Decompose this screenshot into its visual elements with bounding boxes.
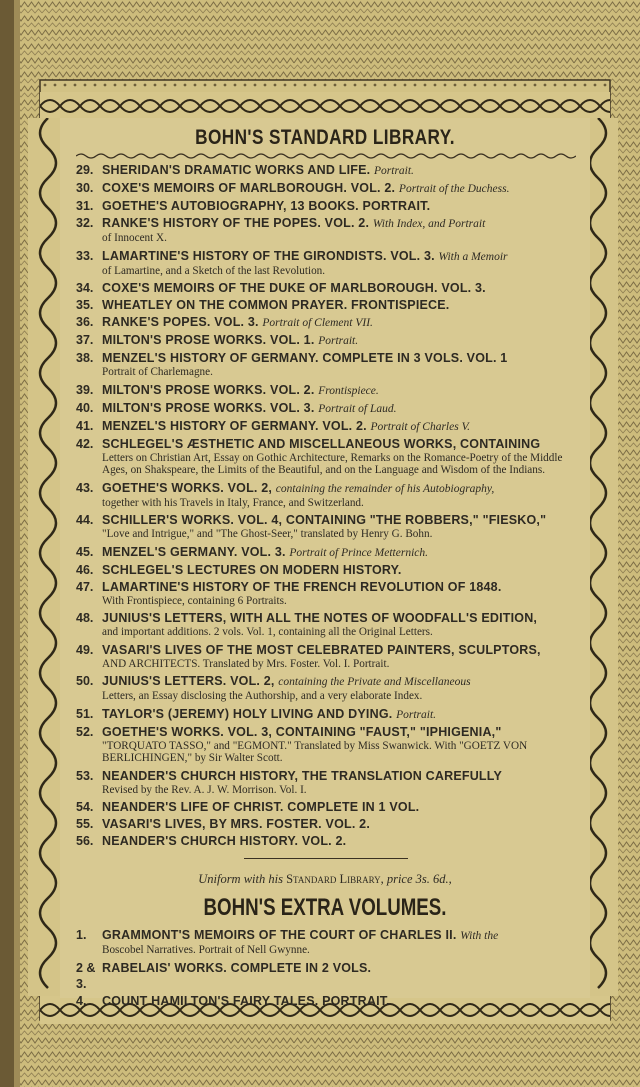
item-heading: [102, 927, 586, 944]
item-number: 40.: [76, 400, 94, 415]
item-note: Portrait of the Duchess.: [398, 183, 510, 195]
list-item: [76, 673, 586, 705]
item-heading: [102, 768, 586, 784]
item-heading: [102, 673, 586, 690]
list-item: [76, 198, 586, 214]
item-number: 51.: [76, 706, 94, 721]
item-number: 32.: [76, 216, 94, 230]
item-heading: [102, 314, 586, 331]
item-number: 50.: [76, 674, 94, 688]
list-item: [76, 400, 586, 417]
page-title: BOHN'S STANDARD LIBRARY.: [195, 126, 455, 149]
item-number: 2 & 3.: [76, 960, 96, 991]
item-description: Revised by the Rev. A. J. W. Morrison. Vol. I.: [102, 783, 307, 796]
item-title: MENZEL'S GERMANY. VOL. 3.: [102, 544, 286, 559]
item-title: RANKE'S HISTORY OF THE POPES. VOL. 2.: [102, 216, 370, 230]
item-number: 56.: [76, 834, 94, 848]
uniform-prefix: Uniform with his: [198, 872, 283, 886]
item-heading: [102, 480, 586, 497]
list-item: [76, 382, 586, 399]
item-title: COUNT HAMILTON'S FAIRY TALES. PORTRAIT.: [102, 993, 390, 1008]
item-description: With Frontispiece, containing 6 Portraits.: [102, 594, 287, 607]
item-number: 52.: [76, 724, 94, 739]
list-item: [76, 642, 586, 673]
item-heading: [102, 960, 586, 976]
item-number: 36.: [76, 315, 94, 329]
item-number: 37.: [76, 333, 94, 347]
list-item: [76, 562, 586, 578]
item-description: of Innocent X.: [102, 232, 167, 244]
wavy-divider: [76, 152, 576, 160]
item-heading: [102, 724, 586, 740]
item-number: 34.: [76, 281, 94, 295]
item-number: 46.: [76, 562, 94, 577]
item-number: 38.: [76, 351, 94, 365]
item-title: GOETHE'S AUTOBIOGRAPHY, 13 BOOKS. PORTRAIT.: [102, 199, 431, 213]
item-number: 35.: [76, 298, 94, 312]
list-item: [76, 248, 586, 280]
item-note: With the: [460, 930, 499, 942]
item-heading: [102, 993, 586, 1009]
item-heading: [102, 512, 586, 528]
item-heading: [102, 610, 586, 626]
item-title: MENZEL'S HISTORY OF GERMANY. VOL. 2.: [102, 418, 367, 433]
list-item: [76, 768, 586, 799]
uniform-price: price 3s. 6d.,: [386, 872, 452, 886]
item-title: MENZEL'S HISTORY OF GERMANY. COMPLETE IN 3 VOLS. VOL. 1: [102, 351, 508, 365]
list-item: [76, 960, 586, 992]
item-note: Portrait of Prince Metternich.: [289, 546, 428, 559]
top-ornament-band: [40, 92, 610, 120]
item-heading: [102, 642, 586, 658]
item-title: RABELAIS' WORKS. COMPLETE IN 2 VOLS.: [102, 960, 372, 975]
item-description: "Love and Intrigue," and "The Ghost-Seer," translated by Henry G. Bohn.: [102, 528, 433, 540]
item-number: 45.: [76, 544, 94, 559]
item-heading: [102, 579, 586, 595]
item-title: NEANDER'S CHURCH HISTORY, THE TRANSLATION CAREFULLY: [102, 768, 502, 783]
item-number: 31.: [76, 199, 94, 213]
list-item: [76, 280, 586, 296]
item-title: NEANDER'S CHURCH HISTORY. VOL. 2.: [102, 834, 347, 848]
item-title: JUNIUS'S LETTERS, WITH ALL THE NOTES OF WOODFALL'S EDITION,: [102, 611, 538, 625]
item-heading: [102, 162, 586, 179]
item-title: RANKE'S POPES. VOL. 3.: [102, 315, 259, 329]
list-item: [76, 579, 586, 610]
item-heading: [102, 180, 586, 197]
item-number: 54.: [76, 800, 94, 814]
item-title: JUNIUS'S LETTERS. VOL. 2,: [102, 674, 275, 688]
item-title: GRAMMONT'S MEMOIRS OF THE COURT OF CHARLES II.: [102, 928, 457, 942]
item-title: GOETHE'S WORKS. VOL. 3, CONTAINING "FAUST," "IPHIGENIA,": [102, 724, 502, 739]
item-title: COXE'S MEMOIRS OF THE DUKE OF MARLBOROUGH. VOL. 3.: [102, 281, 486, 295]
list-item: [76, 724, 586, 767]
list-item: [76, 480, 586, 512]
item-heading: [102, 400, 586, 417]
item-note: Portrait of Laud.: [318, 402, 397, 415]
item-title: LAMARTINE'S HISTORY OF THE FRENCH REVOLUTION OF 1848.: [102, 579, 502, 594]
item-number: 33.: [76, 248, 94, 263]
list-item: [76, 610, 586, 641]
item-heading: [102, 332, 586, 349]
item-number: 41.: [76, 418, 94, 433]
list-item: [76, 314, 586, 331]
extra-volumes-list: [76, 927, 586, 1010]
item-heading: [102, 833, 586, 849]
item-heading: [102, 799, 586, 815]
item-number: 48.: [76, 611, 94, 625]
item-note: containing the Private and Miscellaneous: [278, 676, 471, 688]
item-note: Portrait of Charles V.: [370, 420, 470, 433]
item-title: SCHLEGEL'S LECTURES ON MODERN HISTORY.: [102, 562, 402, 577]
list-item: [76, 162, 586, 179]
list-item: [76, 544, 586, 561]
item-title: LAMARTINE'S HISTORY OF THE GIRONDISTS. VOL. 3.: [102, 248, 435, 263]
item-number: 42.: [76, 436, 94, 451]
item-note: Portrait.: [396, 708, 437, 721]
list-item: [76, 512, 586, 543]
item-heading: [102, 248, 586, 265]
item-heading: [102, 280, 586, 296]
item-heading: [102, 544, 586, 561]
item-title: MILTON'S PROSE WORKS. VOL. 3.: [102, 400, 315, 415]
item-note: Portrait of Clement VII.: [262, 317, 373, 329]
list-item: [76, 833, 586, 849]
item-title: TAYLOR'S (JEREMY) HOLY LIVING AND DYING.: [102, 706, 393, 721]
item-note: With a Memoir: [438, 250, 508, 263]
item-title: WHEATLEY ON THE COMMON PRAYER. FRONTISPIECE.: [102, 298, 450, 312]
list-item: [76, 436, 586, 479]
item-note: containing the remainder of his Autobiography,: [275, 482, 495, 495]
list-item: [76, 418, 586, 435]
uniform-library: Standard Library,: [286, 872, 384, 886]
item-number: 55.: [76, 817, 94, 831]
item-number: 1.: [76, 928, 87, 942]
item-title: MILTON'S PROSE WORKS. VOL. 1.: [102, 333, 315, 347]
standard-library-list: [76, 162, 586, 850]
list-item: [76, 706, 586, 723]
list-item: [76, 332, 586, 349]
item-description: AND ARCHITECTS. Translated by Mrs. Foster. Vol. I. Portrait.: [102, 657, 390, 670]
item-description: and important additions. 2 vols. Vol. 1, containing all the Original Letters.: [102, 626, 433, 638]
item-title: GOETHE'S WORKS. VOL. 2,: [102, 480, 273, 495]
item-title: NEANDER'S LIFE OF CHRIST. COMPLETE IN 1 VOL.: [102, 800, 420, 814]
item-number: 30.: [76, 181, 94, 195]
item-note: Portrait.: [374, 165, 414, 177]
item-title: SCHILLER'S WORKS. VOL. 4, CONTAINING "THE ROBBERS," "FIESKO,": [102, 513, 547, 527]
item-description: Portrait of Charlemagne.: [102, 366, 213, 378]
item-title: SCHLEGEL'S ÆSTHETIC AND MISCELLANEOUS WORKS, CONTAINING: [102, 436, 541, 451]
item-number: 39.: [76, 382, 94, 397]
item-title: MILTON'S PROSE WORKS. VOL. 2.: [102, 382, 315, 397]
list-item: [76, 350, 586, 381]
list-item: [76, 799, 586, 815]
item-description: Letters, an Essay disclosing the Authorship, and a very elaborate Index.: [102, 690, 423, 702]
item-note: Frontispiece.: [318, 384, 379, 397]
list-item: [76, 927, 586, 959]
list-item: [76, 297, 586, 313]
item-description: Boscobel Narratives. Portrait of Nell Gwynne.: [102, 944, 310, 956]
item-heading: [102, 382, 586, 399]
item-heading: [102, 816, 586, 832]
item-title: SHERIDAN'S DRAMATIC WORKS AND LIFE.: [102, 163, 371, 177]
item-heading: [102, 562, 586, 578]
item-number: 44.: [76, 513, 94, 527]
item-title: COXE'S MEMOIRS OF MARLBOROUGH. VOL. 2.: [102, 181, 396, 195]
section-divider: [244, 858, 408, 859]
item-description: Letters on Christian Art, Essay on Gothic Architecture, Remarks on the Romance-Poetry of the Middle Ages, on Shakspeare, the Limits of the Beautiful, and on the Language and Wisdom of the Indians.: [102, 451, 563, 476]
list-item: [76, 180, 586, 197]
item-number: 47.: [76, 579, 94, 594]
item-note: With Index, and Portrait: [372, 218, 486, 230]
item-number: 43.: [76, 480, 94, 495]
extra-volumes-title: BOHN'S EXTRA VOLUMES.: [203, 894, 447, 921]
list-item: [76, 816, 586, 832]
item-title: VASARI'S LIVES, BY MRS. FOSTER. VOL. 2.: [102, 817, 370, 831]
uniform-line: [60, 872, 590, 887]
item-number: 29.: [76, 163, 94, 177]
item-heading: [102, 436, 586, 452]
item-description: of Lamartine, and a Sketch of the last Revolution.: [102, 264, 326, 277]
item-heading: [102, 418, 586, 435]
item-note: Portrait.: [318, 335, 359, 347]
item-heading: [102, 706, 586, 723]
item-number: 53.: [76, 768, 94, 783]
item-title: VASARI'S LIVES OF THE MOST CELEBRATED PAINTERS, SCULPTORS,: [102, 642, 541, 657]
item-heading: [102, 297, 586, 313]
list-item: [76, 215, 586, 247]
item-number: 49.: [76, 642, 94, 657]
item-number: 4.: [76, 993, 87, 1008]
item-heading: [102, 350, 586, 366]
list-item: [76, 993, 586, 1009]
item-heading: [102, 215, 586, 232]
item-heading: [102, 198, 586, 214]
item-description: together with his Travels in Italy, France, and Switzerland.: [102, 496, 364, 509]
item-description: "TORQUATO TASSO," and "EGMONT." Translated by Miss Swanwick. With "GOETZ VON BERLICHINGEN," by Sir Walter Scott.: [102, 739, 528, 764]
